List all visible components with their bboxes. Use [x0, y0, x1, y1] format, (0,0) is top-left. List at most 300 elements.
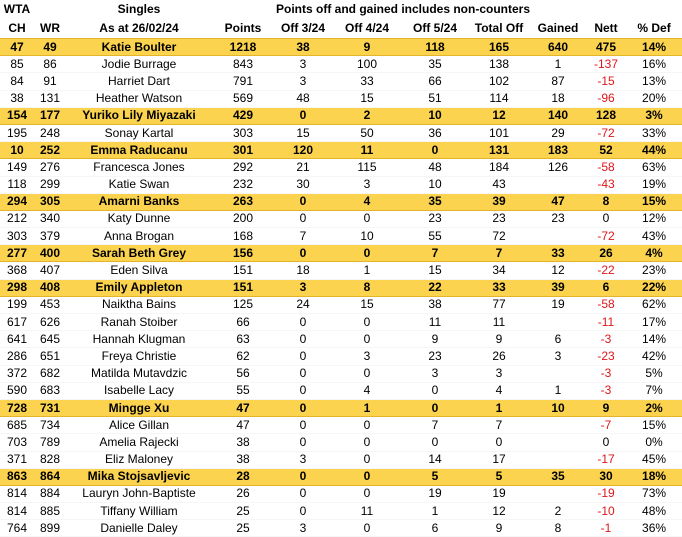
- cell-points: 569: [212, 90, 274, 107]
- cell-off-5-24: 19: [402, 485, 468, 502]
- cell-wr: 682: [34, 365, 66, 382]
- cell-nett: 52: [586, 142, 626, 159]
- cell-gained: [530, 434, 586, 451]
- cell-ch: 372: [0, 365, 34, 382]
- cell-pct-def: 33%: [626, 124, 682, 141]
- cell-off-3-24: 15: [274, 124, 332, 141]
- cell-off-5-24: 0: [402, 142, 468, 159]
- cell-ch: 728: [0, 399, 34, 416]
- cell-total-off: 9: [468, 520, 530, 537]
- cell-pct-def: 43%: [626, 228, 682, 245]
- cell-off-3-24: 38: [274, 39, 332, 56]
- cell-player-name: Amarni Banks: [66, 193, 212, 210]
- cell-off-5-24: 5: [402, 468, 468, 485]
- cell-gained: 6: [530, 331, 586, 348]
- cell-points: 47: [212, 399, 274, 416]
- table-row: [0, 142, 682, 159]
- cell-pct-def: 42%: [626, 348, 682, 365]
- table-row: [0, 382, 682, 399]
- table-row: [0, 417, 682, 434]
- table-row: [0, 107, 682, 124]
- header-points-note: Points off and gained includes non-counters: [276, 2, 531, 16]
- cell-off-5-24: 55: [402, 228, 468, 245]
- cell-gained: [530, 314, 586, 331]
- cell-points: 151: [212, 262, 274, 279]
- cell-nett: -11: [586, 314, 626, 331]
- header-gained: Gained: [537, 21, 579, 35]
- cell-ch: 294: [0, 193, 34, 210]
- cell-points: 66: [212, 314, 274, 331]
- header-blank-2: [212, 0, 274, 19]
- cell-pct-def: 4%: [626, 245, 682, 262]
- cell-off-4-24: 0: [332, 331, 402, 348]
- cell-off-3-24: 0: [274, 107, 332, 124]
- cell-total-off: 131: [468, 142, 530, 159]
- header-wr: WR: [40, 21, 60, 35]
- cell-off-5-24: 1: [402, 503, 468, 520]
- header-singles: Singles: [117, 2, 161, 16]
- cell-nett: -7: [586, 417, 626, 434]
- cell-off-3-24: 0: [274, 365, 332, 382]
- cell-ch: 154: [0, 107, 34, 124]
- cell-points: 26: [212, 485, 274, 502]
- cell-off-3-24: 120: [274, 142, 332, 159]
- cell-total-off: 34: [468, 262, 530, 279]
- cell-off-3-24: 0: [274, 193, 332, 210]
- header-off-3-24: Off 3/24: [280, 21, 325, 35]
- cell-player-name: Heather Watson: [66, 90, 212, 107]
- cell-player-name: Amelia Rajecki: [66, 434, 212, 451]
- cell-off-5-24: 14: [402, 451, 468, 468]
- cell-off-4-24: 11: [332, 503, 402, 520]
- cell-gained: 183: [530, 142, 586, 159]
- cell-ch: 195: [0, 124, 34, 141]
- cell-nett: -17: [586, 451, 626, 468]
- cell-nett: -58: [586, 159, 626, 176]
- cell-off-5-24: 35: [402, 193, 468, 210]
- cell-gained: 1: [530, 56, 586, 73]
- cell-nett: 8: [586, 193, 626, 210]
- cell-wr: 651: [34, 348, 66, 365]
- cell-ch: 764: [0, 520, 34, 537]
- cell-ch: 118: [0, 176, 34, 193]
- cell-points: 200: [212, 210, 274, 227]
- cell-points: 125: [212, 296, 274, 313]
- cell-wr: 299: [34, 176, 66, 193]
- cell-off-4-24: 8: [332, 279, 402, 296]
- cell-pct-def: 45%: [626, 451, 682, 468]
- table-row: [0, 399, 682, 416]
- cell-gained: [530, 485, 586, 502]
- cell-off-4-24: 4: [332, 193, 402, 210]
- cell-total-off: 72: [468, 228, 530, 245]
- cell-player-name: Hannah Klugman: [66, 331, 212, 348]
- table-row: [0, 520, 682, 537]
- cell-off-4-24: 0: [332, 468, 402, 485]
- cell-gained: [530, 451, 586, 468]
- cell-pct-def: 36%: [626, 520, 682, 537]
- cell-pct-def: 14%: [626, 331, 682, 348]
- table-row: [0, 279, 682, 296]
- cell-wr: 340: [34, 210, 66, 227]
- cell-nett: 6: [586, 279, 626, 296]
- cell-wr: 734: [34, 417, 66, 434]
- cell-wr: 645: [34, 331, 66, 348]
- cell-off-4-24: 15: [332, 296, 402, 313]
- cell-total-off: 4: [468, 382, 530, 399]
- table-body: [0, 39, 682, 537]
- cell-ch: 212: [0, 210, 34, 227]
- cell-total-off: 12: [468, 503, 530, 520]
- cell-wr: 131: [34, 90, 66, 107]
- cell-off-4-24: 50: [332, 124, 402, 141]
- cell-nett: 128: [586, 107, 626, 124]
- cell-player-name: Katy Dunne: [66, 210, 212, 227]
- cell-player-name: Jodie Burrage: [66, 56, 212, 73]
- cell-player-name: Eliz Maloney: [66, 451, 212, 468]
- table-row: [0, 451, 682, 468]
- cell-ch: 85: [0, 56, 34, 73]
- cell-points: 38: [212, 434, 274, 451]
- cell-gained: 3: [530, 348, 586, 365]
- cell-player-name: Tiffany William: [66, 503, 212, 520]
- cell-ch: 617: [0, 314, 34, 331]
- cell-total-off: 184: [468, 159, 530, 176]
- cell-total-off: 26: [468, 348, 530, 365]
- table-row: [0, 503, 682, 520]
- cell-nett: 0: [586, 210, 626, 227]
- cell-off-3-24: 18: [274, 262, 332, 279]
- table-row: [0, 434, 682, 451]
- cell-gained: [530, 417, 586, 434]
- cell-points: 28: [212, 468, 274, 485]
- cell-off-4-24: 0: [332, 210, 402, 227]
- cell-pct-def: 3%: [626, 107, 682, 124]
- cell-player-name: Francesca Jones: [66, 159, 212, 176]
- cell-points: 232: [212, 176, 274, 193]
- cell-nett: -58: [586, 296, 626, 313]
- cell-points: 25: [212, 503, 274, 520]
- cell-nett: -23: [586, 348, 626, 365]
- table-row: [0, 245, 682, 262]
- cell-pct-def: 19%: [626, 176, 682, 193]
- cell-wr: 49: [34, 39, 66, 56]
- cell-player-name: Mika Stojsavljevic: [66, 468, 212, 485]
- header-off-5-24: Off 5/24: [412, 21, 457, 35]
- cell-nett: -1: [586, 520, 626, 537]
- table-row: [0, 485, 682, 502]
- cell-off-5-24: 11: [402, 314, 468, 331]
- cell-pct-def: 12%: [626, 210, 682, 227]
- cell-points: 151: [212, 279, 274, 296]
- cell-gained: 12: [530, 262, 586, 279]
- cell-off-5-24: 0: [402, 382, 468, 399]
- cell-wr: 248: [34, 124, 66, 141]
- cell-ch: 814: [0, 485, 34, 502]
- cell-off-3-24: 0: [274, 245, 332, 262]
- cell-pct-def: 5%: [626, 365, 682, 382]
- table-row: [0, 159, 682, 176]
- cell-total-off: 33: [468, 279, 530, 296]
- cell-points: 292: [212, 159, 274, 176]
- header-as-at: As at 26/02/24: [99, 21, 179, 35]
- table-row: [0, 176, 682, 193]
- cell-off-3-24: 0: [274, 210, 332, 227]
- cell-off-3-24: 7: [274, 228, 332, 245]
- cell-ch: 286: [0, 348, 34, 365]
- cell-wr: 276: [34, 159, 66, 176]
- header-pct-def: % Def: [637, 21, 671, 35]
- cell-nett: -3: [586, 331, 626, 348]
- cell-wr: 91: [34, 73, 66, 90]
- cell-off-4-24: 1: [332, 262, 402, 279]
- cell-off-5-24: 48: [402, 159, 468, 176]
- cell-total-off: 39: [468, 193, 530, 210]
- cell-ch: 199: [0, 296, 34, 313]
- cell-ch: 303: [0, 228, 34, 245]
- header-nett: Nett: [594, 21, 618, 35]
- cell-player-name: Ranah Stoiber: [66, 314, 212, 331]
- cell-total-off: 165: [468, 39, 530, 56]
- table-row: [0, 193, 682, 210]
- cell-off-3-24: 48: [274, 90, 332, 107]
- cell-off-4-24: 0: [332, 485, 402, 502]
- cell-off-4-24: 0: [332, 520, 402, 537]
- cell-off-3-24: 3: [274, 520, 332, 537]
- cell-off-4-24: 0: [332, 365, 402, 382]
- cell-total-off: 19: [468, 485, 530, 502]
- cell-total-off: 11: [468, 314, 530, 331]
- cell-off-5-24: 0: [402, 399, 468, 416]
- cell-ch: 371: [0, 451, 34, 468]
- cell-wr: 789: [34, 434, 66, 451]
- cell-total-off: 114: [468, 90, 530, 107]
- cell-wr: 86: [34, 56, 66, 73]
- cell-off-4-24: 2: [332, 107, 402, 124]
- cell-off-3-24: 0: [274, 434, 332, 451]
- cell-total-off: 3: [468, 365, 530, 382]
- header-ch: CH: [8, 21, 26, 35]
- cell-wr: 400: [34, 245, 66, 262]
- cell-total-off: 43: [468, 176, 530, 193]
- cell-off-5-24: 6: [402, 520, 468, 537]
- cell-gained: 640: [530, 39, 586, 56]
- cell-off-5-24: 38: [402, 296, 468, 313]
- cell-gained: 23: [530, 210, 586, 227]
- table-row: [0, 365, 682, 382]
- cell-off-3-24: 0: [274, 485, 332, 502]
- header-points: Points: [224, 21, 262, 35]
- cell-points: 429: [212, 107, 274, 124]
- cell-total-off: 0: [468, 434, 530, 451]
- cell-off-5-24: 118: [402, 39, 468, 56]
- cell-points: 168: [212, 228, 274, 245]
- cell-total-off: 1: [468, 399, 530, 416]
- cell-points: 25: [212, 520, 274, 537]
- table-row: [0, 296, 682, 313]
- cell-points: 47: [212, 417, 274, 434]
- cell-off-4-24: 15: [332, 90, 402, 107]
- cell-pct-def: 62%: [626, 296, 682, 313]
- cell-nett: -22: [586, 262, 626, 279]
- cell-nett: -10: [586, 503, 626, 520]
- cell-pct-def: 73%: [626, 485, 682, 502]
- cell-off-3-24: 24: [274, 296, 332, 313]
- cell-off-5-24: 15: [402, 262, 468, 279]
- cell-player-name: Katie Boulter: [66, 39, 212, 56]
- cell-nett: 26: [586, 245, 626, 262]
- cell-total-off: 23: [468, 210, 530, 227]
- cell-off-4-24: 115: [332, 159, 402, 176]
- cell-pct-def: 2%: [626, 399, 682, 416]
- cell-total-off: 7: [468, 417, 530, 434]
- cell-off-5-24: 7: [402, 417, 468, 434]
- cell-wr: 408: [34, 279, 66, 296]
- cell-ch: 38: [0, 90, 34, 107]
- cell-off-5-24: 23: [402, 348, 468, 365]
- cell-points: 301: [212, 142, 274, 159]
- cell-off-4-24: 1: [332, 399, 402, 416]
- cell-player-name: Naiktha Bains: [66, 296, 212, 313]
- cell-pct-def: 13%: [626, 73, 682, 90]
- cell-off-3-24: 3: [274, 279, 332, 296]
- cell-total-off: 102: [468, 73, 530, 90]
- cell-nett: -43: [586, 176, 626, 193]
- cell-off-5-24: 9: [402, 331, 468, 348]
- cell-nett: 0: [586, 434, 626, 451]
- table-row: [0, 228, 682, 245]
- cell-gained: 126: [530, 159, 586, 176]
- cell-pct-def: 44%: [626, 142, 682, 159]
- cell-off-5-24: 10: [402, 176, 468, 193]
- cell-off-5-24: 35: [402, 56, 468, 73]
- header-row-2: [0, 19, 682, 39]
- cell-off-5-24: 0: [402, 434, 468, 451]
- cell-total-off: 9: [468, 331, 530, 348]
- cell-player-name: Yuriko Lily Miyazaki: [66, 107, 212, 124]
- cell-wr: 379: [34, 228, 66, 245]
- cell-off-4-24: 0: [332, 434, 402, 451]
- cell-pct-def: 15%: [626, 193, 682, 210]
- cell-pct-def: 16%: [626, 56, 682, 73]
- table-row: [0, 56, 682, 73]
- cell-points: 156: [212, 245, 274, 262]
- cell-points: 55: [212, 382, 274, 399]
- cell-nett: -3: [586, 382, 626, 399]
- cell-gained: 29: [530, 124, 586, 141]
- cell-player-name: Mingge Xu: [66, 399, 212, 416]
- cell-off-4-24: 100: [332, 56, 402, 73]
- table-row: [0, 348, 682, 365]
- cell-ch: 298: [0, 279, 34, 296]
- cell-player-name: Danielle Daley: [66, 520, 212, 537]
- cell-gained: [530, 365, 586, 382]
- cell-wr: 252: [34, 142, 66, 159]
- cell-off-4-24: 0: [332, 451, 402, 468]
- cell-off-5-24: 3: [402, 365, 468, 382]
- cell-nett: -72: [586, 228, 626, 245]
- table-row: [0, 124, 682, 141]
- cell-ch: 590: [0, 382, 34, 399]
- cell-total-off: 101: [468, 124, 530, 141]
- cell-total-off: 5: [468, 468, 530, 485]
- cell-nett: -96: [586, 90, 626, 107]
- cell-gained: 33: [530, 245, 586, 262]
- cell-ch: 10: [0, 142, 34, 159]
- cell-points: 62: [212, 348, 274, 365]
- header-wta: WTA: [3, 2, 31, 16]
- cell-player-name: Lauryn John-Baptiste: [66, 485, 212, 502]
- cell-total-off: 77: [468, 296, 530, 313]
- table-row: [0, 468, 682, 485]
- cell-player-name: Matilda Mutavdzic: [66, 365, 212, 382]
- cell-off-4-24: 0: [332, 245, 402, 262]
- header-row-1: [0, 0, 682, 19]
- cell-ch: 685: [0, 417, 34, 434]
- cell-gained: 47: [530, 193, 586, 210]
- cell-pct-def: 63%: [626, 159, 682, 176]
- cell-off-3-24: 0: [274, 348, 332, 365]
- cell-off-4-24: 11: [332, 142, 402, 159]
- cell-gained: [530, 228, 586, 245]
- cell-ch: 149: [0, 159, 34, 176]
- cell-points: 63: [212, 331, 274, 348]
- cell-pct-def: 17%: [626, 314, 682, 331]
- cell-pct-def: 23%: [626, 262, 682, 279]
- cell-off-3-24: 30: [274, 176, 332, 193]
- cell-gained: [530, 176, 586, 193]
- cell-gained: 1: [530, 382, 586, 399]
- cell-ch: 863: [0, 468, 34, 485]
- cell-player-name: Sarah Beth Grey: [66, 245, 212, 262]
- cell-ch: 641: [0, 331, 34, 348]
- cell-nett: -137: [586, 56, 626, 73]
- cell-points: 263: [212, 193, 274, 210]
- header-off-4-24: Off 4/24: [344, 21, 389, 35]
- cell-player-name: Eden Silva: [66, 262, 212, 279]
- cell-total-off: 138: [468, 56, 530, 73]
- cell-player-name: Isabelle Lacy: [66, 382, 212, 399]
- cell-points: 56: [212, 365, 274, 382]
- cell-pct-def: 18%: [626, 468, 682, 485]
- cell-wr: 899: [34, 520, 66, 537]
- cell-points: 1218: [212, 39, 274, 56]
- cell-off-4-24: 0: [332, 314, 402, 331]
- cell-points: 38: [212, 451, 274, 468]
- cell-off-3-24: 0: [274, 399, 332, 416]
- cell-nett: 30: [586, 468, 626, 485]
- cell-gained: 18: [530, 90, 586, 107]
- header-total-off: Total Off: [474, 21, 524, 35]
- cell-player-name: Katie Swan: [66, 176, 212, 193]
- cell-off-4-24: 9: [332, 39, 402, 56]
- cell-points: 791: [212, 73, 274, 90]
- cell-wr: 731: [34, 399, 66, 416]
- cell-off-3-24: 3: [274, 56, 332, 73]
- cell-off-5-24: 36: [402, 124, 468, 141]
- cell-wr: 683: [34, 382, 66, 399]
- cell-total-off: 7: [468, 245, 530, 262]
- cell-points: 303: [212, 124, 274, 141]
- cell-off-3-24: 0: [274, 331, 332, 348]
- cell-wr: 864: [34, 468, 66, 485]
- cell-off-4-24: 3: [332, 348, 402, 365]
- cell-pct-def: 14%: [626, 39, 682, 56]
- cell-wr: 305: [34, 193, 66, 210]
- cell-gained: 8: [530, 520, 586, 537]
- table-row: [0, 73, 682, 90]
- cell-nett: -15: [586, 73, 626, 90]
